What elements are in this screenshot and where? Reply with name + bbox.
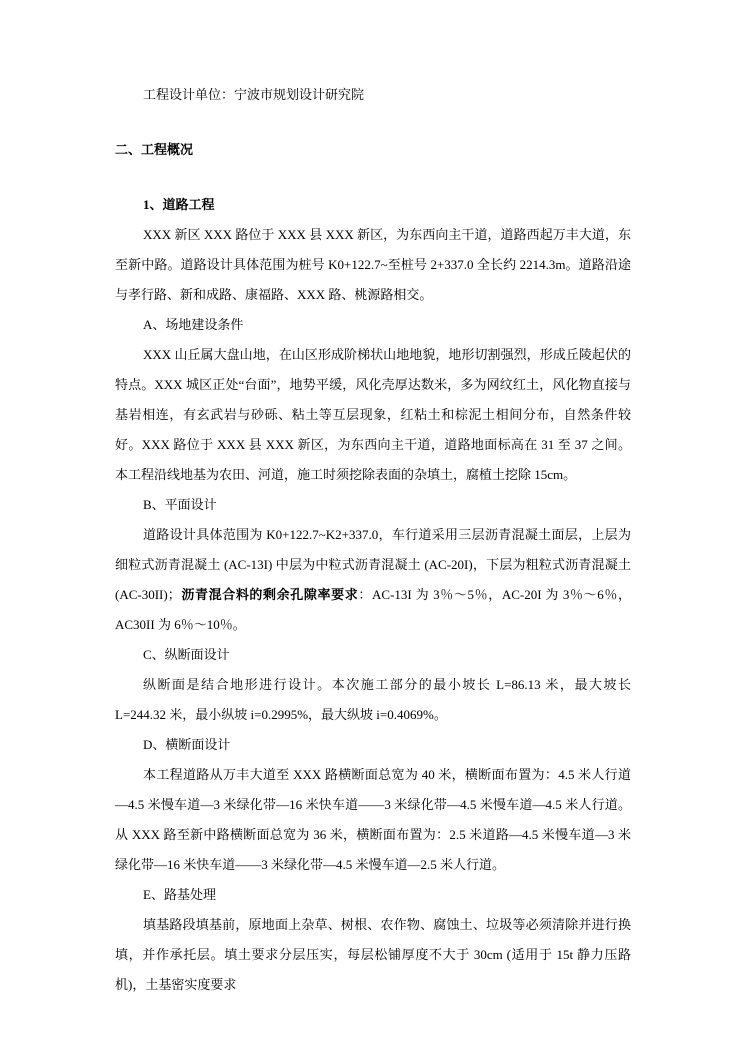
cross-section-paragraph: 本工程道路从万丰大道至 XXX 路横断面总宽为 40 米，横断面布置为：4.5 米人行道—4.5 米慢车道—3 米绿化带—16 米快车道——3 米绿化带—4.5 米慢车道—4.5 米人行道。从 XXX 路至新中路横断面总宽为 36 米，横断面布置为：2.5 米道路—4.5 米慢车道—3 米绿化带—16 米快车道——3 米绿化带—4.5 米慢车道—2.5 米人行道。 (115, 767, 631, 872)
subgrade-paragraph: 填基路段填基前，原地面上杂草、树根、农作物、腐蚀土、垃圾等必须清除并进行换填，并作承托层。填土要求分层压实，每层松铺厚度不大于 30cm (适用于 15t 静力压路机)，土基密实度要求 (115, 917, 631, 992)
profile-design-paragraph: 纵断面是结合地形进行设计。本次施工部分的最小坡长 L=86.13 米，最大坡长 L=244.32 米，最小纵坡 i=0.2995%，最大纵坡 i=0.4069%。 (115, 677, 631, 722)
heading-site-conditions: A、场地建设条件 (143, 317, 244, 332)
plane-design-text-1: 道路设计具体范围为 K0+122.7~K2+337.0，车行道采用三层沥青混凝土面层，上层为细粒式沥青混凝土 (AC-13I) 中层为中粒式沥青混凝土 (AC-20I)，下层为粗粒式沥青混凝土 (AC-30II)； (115, 527, 631, 602)
plane-design-bold-text: 沥青混合料的剩余孔隙率要求 (180, 587, 359, 602)
plane-design-text-2: ：AC-13I 为 3％～5％，AC-20I 为 3％～6％，AC30II 为 6％～10％。 (115, 587, 631, 632)
heading-subgrade: E、路基处理 (143, 887, 216, 902)
site-conditions-paragraph: XXX 山丘属大盘山地，在山区形成阶梯状山地地貌，地形切割强烈，形成丘陵起伏的特点。XXX 城区正处“台面”，地势平缓，风化壳厚达数米，多为网纹红土，风化物直接与基岩相连，有玄武岩与砂砾、粘土等互层现象，红粘土和棕泥土相间分布，自然条件较好。XXX 路位于 XXX 县 XXX 新区，为东西向主干道，道路地面标高在 31 至 37 之间。本工程沿线地基为农田、河道，施工时须挖除表面的杂填土，腐植土挖除 15cm。 (115, 347, 631, 482)
road-overview-paragraph: XXX 新区 XXX 路位于 XXX 县 XXX 新区，为东西向主干道，道路西起万丰大道，东至新中路。道路设计具体范围为桩号 K0+122.7~至桩号 2+337.0 全长约 2214.3m。道路沿途与孝行路、新和成路、康福路、XXX 路、桃源路相交。 (115, 227, 631, 302)
heading-cross-section: D、横断面设计 (143, 737, 231, 752)
design-unit-line: 工程设计单位：宁波市规划设计研究院 (143, 87, 365, 102)
heading-plane-design: B、平面设计 (143, 497, 217, 512)
heading-profile-design: C、纵断面设计 (143, 647, 230, 662)
subsection-heading: 1、道路工程 (143, 197, 215, 212)
plane-design-paragraph (115, 520, 631, 640)
section-heading: 二、工程概况 (115, 142, 194, 157)
